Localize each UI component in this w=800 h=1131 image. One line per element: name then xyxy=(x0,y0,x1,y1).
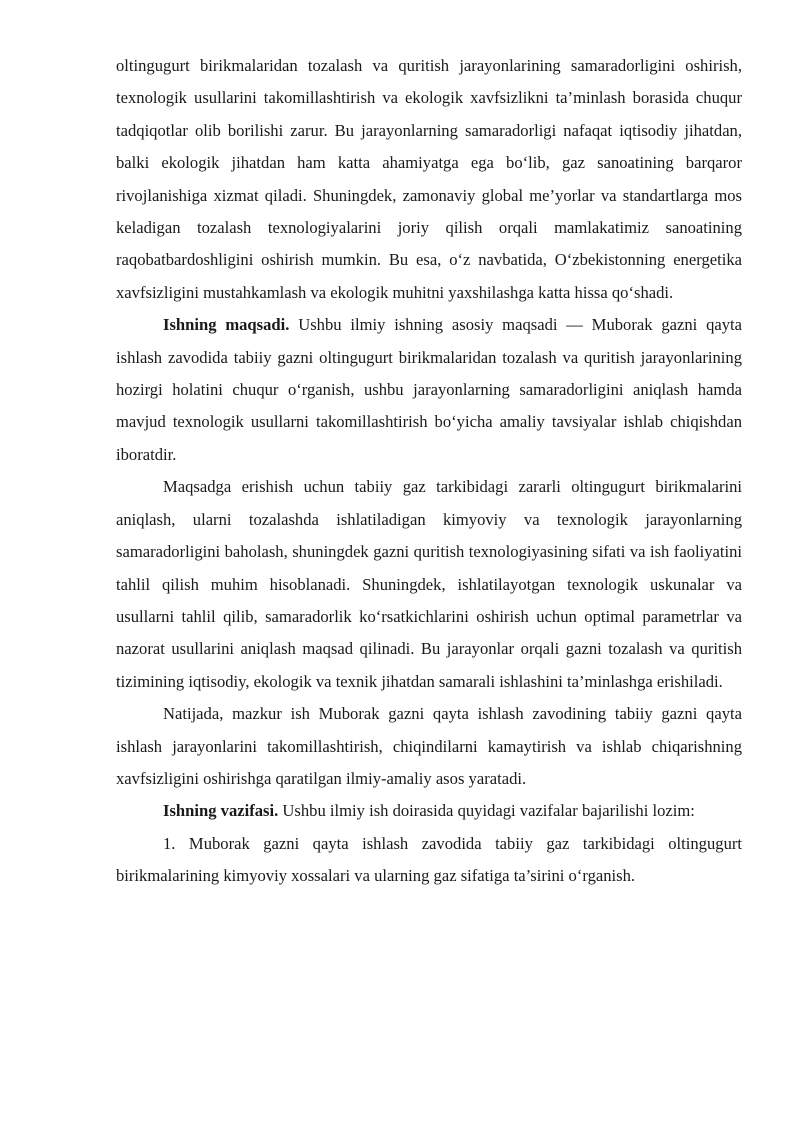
paragraph-text: Ushbu ilmiy ish doirasida quyidagi vazifalar bajarilishi lozim: xyxy=(278,801,695,821)
paragraph-tasks xyxy=(116,795,742,827)
document-page xyxy=(116,50,742,893)
paragraph-intro-continuation xyxy=(116,50,742,309)
paragraph-result xyxy=(116,698,742,795)
paragraph-goal-details xyxy=(116,471,742,698)
paragraph-text: Natijada, mazkur ish Muborak gazni qayta ishlash zavodining tabiiy gazni qayta ishlash jarayonlarini takomillashtirish, chiqindilarni kamaytirish va ishlab chiqarishning xavfsizligini oshirishga qaratilgan ilmiy-amaliy asos yaratadi. xyxy=(116,704,742,788)
paragraph-text: Maqsadga erishish uchun tabiiy gaz tarkibidagi zararli oltingugurt birikmalarini aniqlash, ularni tozalashda ishlatiladigan kimyoviy va texnologik jarayonlarning samaradorligini baholash, shuningdek gazni quritish texnologiyasining sifati va ish faoliyatini tahlil qilish muhim hisoblanadi. Shuningdek, ishlatilayotgan texnologik uskunalar va usullarni tahlil qilib, samaradorlik ko‘rsatkichlarini oshirish uchun optimal parametrlar va nazorat usullarini aniqlash maqsad qilinadi. Bu jarayonlar orqali gazni tozalash va quritish tizimining iqtisodiy, ekologik va texnik jihatdan samarali ishlashini ta’minlashga erishiladi. xyxy=(116,477,742,691)
paragraph-text: oltingugurt birikmalaridan tozalash va quritish jarayonlarining samaradorligini oshirish, texnologik usullarini takomillashtirish va ekologik xavfsizlikni ta’minlash borasida chuqur tadqiqotlar olib borilishi zarur. Bu jarayonlarning samaradorligi nafaqat iqtisodiy jihatdan, balki ekologik jihatdan ham katta ahamiyatga ega bo‘lib, gaz sanoatining barqaror rivojlanishiga xizmat qiladi. Shuningdek, zamonaviy global me’yorlar va standartlarga mos keladigan tozalash texnologiyalarini joriy qilish orqali mamlakatimiz sanoatining raqobatbardoshligini oshirish mumkin. Bu esa, o‘z navbatida, O‘zbekistonning energetika xavfsizligini mustahkamlash va ekologik muhitni yaxshilashga katta hissa qo‘shadi. xyxy=(116,56,742,302)
section-heading-tasks: Ishning vazifasi. xyxy=(163,801,279,821)
section-heading-purpose: Ishning maqsadi. xyxy=(163,315,290,335)
paragraph-purpose xyxy=(116,309,742,471)
list-item-task-1 xyxy=(116,828,742,893)
paragraph-text: Ushbu ilmiy ishning asosiy maqsadi — Muborak gazni qayta ishlash zavodida tabiiy gazni oltingugurt birikmalaridan tozalash va quritish jarayonlarining hozirgi holatini chuqur o‘rganish, ushbu jarayonlarning samaradorligini aniqlash hamda mavjud texnologik usullarni takomillashtirish bo‘yicha amaliy tavsiyalar ishlab chiqishdan iboratdir. xyxy=(116,315,743,464)
paragraph-text: 1. Muborak gazni qayta ishlash zavodida tabiiy gaz tarkibidagi oltingugurt birikmalarining kimyoviy xossalari va ularning gaz sifatiga ta’sirini o‘rganish. xyxy=(116,833,742,886)
